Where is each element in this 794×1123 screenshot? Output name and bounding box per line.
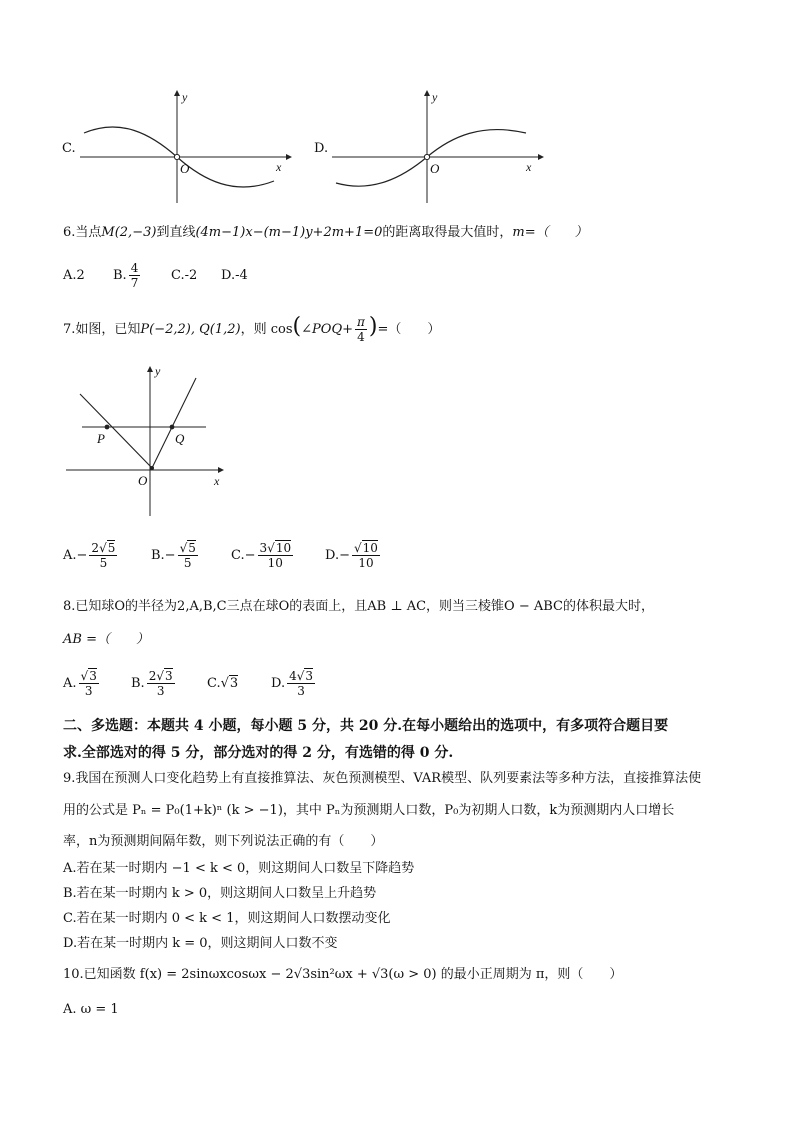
q8-line1: 8.已知球O的半径为2,A,B,C三点在球O的表面上，且AB ⊥ AC，则当三棱锥O − ABC的体积最大时，	[63, 599, 654, 614]
sine-curve-d	[312, 88, 552, 208]
q7-options	[63, 534, 483, 578]
section2-heading-line2: 求.全部选对的得 5 分，部分选对的得 2 分，有选错的得 0 分.	[63, 745, 454, 761]
q6-options	[63, 256, 463, 296]
origin-label: O	[180, 161, 190, 176]
q6-option-d: D.-4	[221, 268, 248, 283]
axis-y-label: y	[182, 90, 188, 104]
option-c-label: C.	[62, 141, 76, 156]
section2-heading-line1: 二、多选题：本题共 4 小题，每小题 5 分，共 20 分.在每小题给出的选项中，有多项符合题目要	[63, 718, 669, 734]
q9-option-c: C.若在某一时期内 0 < k < 1，则这期间人口数摆动变化	[63, 911, 391, 926]
angle-diagram	[60, 362, 230, 522]
q7-option-b: B.− $\frac{√5}{5}$	[151, 541, 196, 570]
q8-option-b: B. $\frac{2√3}{3}$	[131, 669, 173, 698]
fig-x-label: x	[214, 474, 220, 488]
q10-line1: 10.已知函数 f(x) = 2sinωxcosωx − 2√3sin²ωx + √3(ω > 0) 的最小正周期为 π，则（ ）	[63, 967, 623, 982]
q9-line3: 率，n为预测期间隔年数，则下列说法正确的有（ ）	[63, 834, 384, 849]
origin-label: O	[430, 161, 440, 176]
q9-line2: 用的公式是 Pₙ = P₀(1+k)ⁿ (k > −1)，其中 Pₙ为预测期人口数，P₀为初期人口数，k为预测期内人口增长	[63, 803, 675, 818]
q5-option-c-graph	[60, 88, 300, 208]
fig-y-label: y	[155, 364, 161, 378]
q8-options	[63, 662, 363, 706]
q8-option-c: C.√3	[207, 676, 239, 691]
q7-figure	[60, 362, 230, 522]
axis-x-label: x	[276, 160, 282, 174]
q6-option-c: C.-2	[171, 268, 198, 283]
q7-stem: 7.如图，已知P(−2,2), Q(1,2)，则 cos(∠POQ+ $\frac{\pi}{4}$ )=（ ）	[63, 314, 441, 344]
q7-option-c: C.− $\frac{3√10}{10}$	[231, 541, 292, 570]
q6-option-a: A.2	[63, 268, 85, 283]
q9-option-b: B.若在某一时期内 k > 0，则这期间人口数呈上升趋势	[63, 886, 377, 901]
fig-origin-label: O	[138, 473, 148, 488]
q8-line2: AB =（ ）	[63, 632, 149, 647]
q8-option-d: D. $\frac{4√3}{3}$	[271, 669, 314, 698]
q6-option-b: B. $\frac{4}{7}$	[113, 261, 139, 290]
q9-line1: 9.我国在预测人口变化趋势上有直接推算法、灰色预测模型、VAR模型、队列要素法等多种方法，直接推算法使	[63, 771, 702, 786]
q7-option-d: D.− $\frac{√10}{10}$	[325, 541, 378, 570]
sine-curve-c	[60, 88, 300, 208]
axis-x-label: x	[526, 160, 532, 174]
q10-option-a: A. ω = 1	[63, 1002, 119, 1017]
axis-y-label: y	[432, 90, 438, 104]
fig-p-label: P	[97, 431, 105, 446]
q5-option-d-graph	[312, 88, 552, 208]
q8-option-a: A. $\frac{√3}{3}$	[63, 669, 97, 698]
q9-option-d: D.若在某一时期内 k = 0，则这期间人口数不变	[63, 936, 338, 951]
q7-option-a: A.− $\frac{2√5}{5}$	[63, 541, 116, 570]
fig-q-label: Q	[175, 431, 185, 446]
q6-stem: 6.当点M(2,−3)到直线(4m−1)x−(m−1)y+2m+1=0的距离取得最大值时，m=（ ）	[63, 225, 588, 240]
q9-option-a: A.若在某一时期内 −1 < k < 0，则这期间人口数呈下降趋势	[63, 861, 415, 876]
option-d-label: D.	[314, 141, 329, 156]
